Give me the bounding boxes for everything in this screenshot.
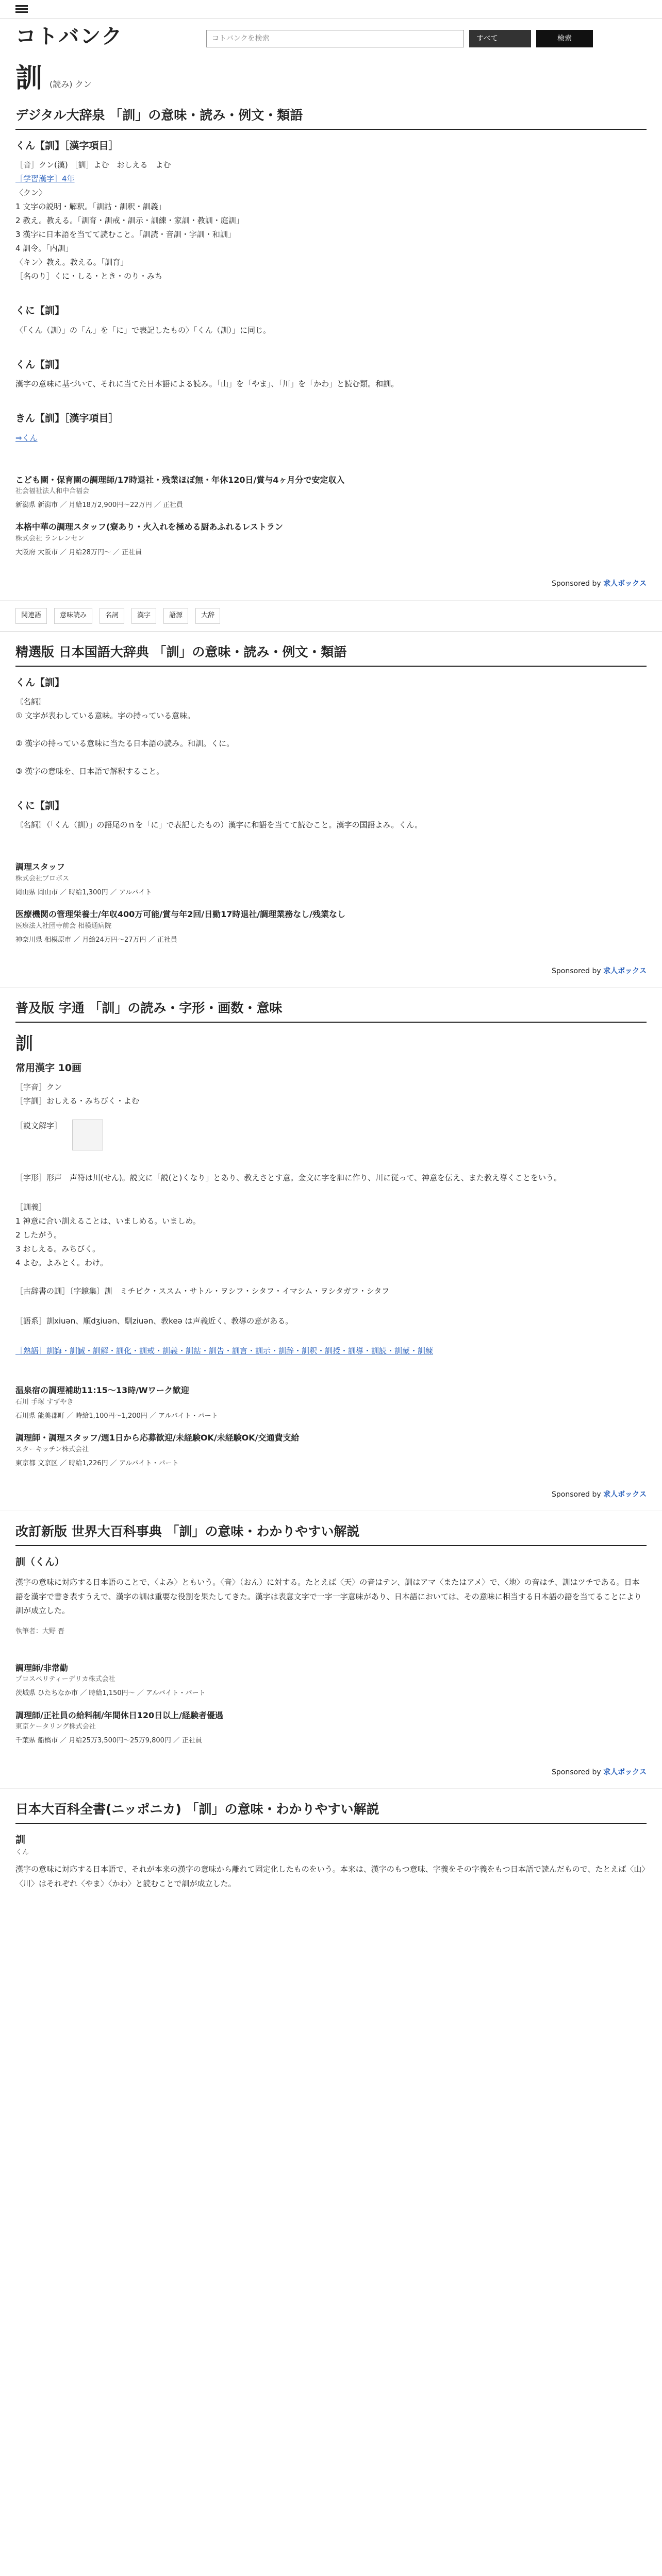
job-company: 株式会社プロボス <box>15 874 70 883</box>
sponsor-line <box>0 1479 662 1511</box>
nipponica-section <box>0 1789 662 1891</box>
kanji-body: ［字形］形声 声符は川(せん)。説文に「説(と)くなり」とあり、教えさとす意。金文に字を𧥣に作り、川に従って、神意を伝え、また教え導くことをいう。 <box>15 1173 562 1183</box>
job-title[interactable]: 調理師・調理スタッフ/週1日から応募歓迎/未経験OK/未経験OK/交通費支給 <box>15 1433 300 1443</box>
job-ad[interactable] <box>15 520 647 557</box>
job-ad[interactable] <box>15 860 647 897</box>
job-ad[interactable] <box>15 1709 647 1746</box>
kanji-item: ［訓義］ <box>15 1202 47 1212</box>
menu-icon[interactable] <box>15 5 28 12</box>
job-company: 東京ケータリング株式会社 <box>15 1723 96 1731</box>
job-title[interactable]: こども園・保育園の調理師/17時退社・残業ほぼ無・年休120日/賞与4ヶ月分で安定収入 <box>15 474 345 485</box>
entry-link[interactable]: ⇒くん <box>15 433 38 443</box>
job-ad[interactable] <box>15 908 647 945</box>
page-title: 訓 <box>15 63 43 94</box>
kanji-line: ［字音］クン <box>15 1082 62 1092</box>
search-scope-select[interactable]: すべて <box>469 30 531 47</box>
entry-line: 〈クン〉 <box>15 188 47 198</box>
job-ad[interactable] <box>15 1384 647 1421</box>
job-ad[interactable] <box>15 473 647 511</box>
related-tag[interactable]: 関連語 <box>15 608 47 624</box>
word-header <box>0 55 662 95</box>
entry-author: 執筆者：大野 晋 <box>15 1628 65 1636</box>
entry-heading: きん【訓】［漢字項目］ <box>15 413 119 425</box>
entry-line: ① 文字が表わしている意味。字の持っている意味。 <box>15 710 195 720</box>
job-company: 石川 手塚 すずやき <box>15 1398 74 1406</box>
seal-script-image <box>72 1120 103 1150</box>
entry-text: 〘名詞〙（「くん（訓）」の語尾のｎを「に」で表記したもの）漢字に和語を当てて読むこと。漢字の国語よみ。くん。 <box>15 820 423 830</box>
search-input[interactable]: コトバンクを検索 <box>206 30 464 47</box>
entry-text: 〈「くん（訓）」の「ん」を「に」で表記したもの〉「くん（訓）」に同じ。 <box>15 325 271 335</box>
sponsor-line <box>0 568 662 600</box>
related-tags <box>0 601 662 632</box>
job-title[interactable]: 調理師/正社員の給料制/年間休日120日以上/経験者優遇 <box>15 1710 223 1720</box>
job-title[interactable]: 医療機関の管理栄養士/年収400万可能/賞与年2回/日勤17時退社/調理業務なし/残業なし <box>15 909 346 920</box>
kanji-title: 訓 <box>15 1033 33 1055</box>
entry-text: 漢字の意味に基づいて、それに当てた日本語による読み。「山」を「やま」、「川」を「かわ」と読む類。和訓。 <box>15 379 399 389</box>
job-details: 神奈川県 相模原市 ／ 月給24万円〜27万円 ／ 正社員 <box>15 936 177 944</box>
job-company: 社会福祉法人和中合福会 <box>15 487 90 496</box>
sponsor-name[interactable]: 求人ボックス <box>603 1490 647 1499</box>
entry-line: 〈キン〉教え。教える。「訓育」 <box>15 258 128 267</box>
entry-text: 漢字の意味に対応する日本語のことで、〈よみ〉ともいう。〈音〉（おん）に対する。たとえば〈天〉の音はテン、訓はアマ〈またはアメ〉で、〈地〉の音はチ、訓はツチである。日本語を漢字で書き表すうえで、漢字の訓は重要な役割を果たしてきた。漢字は表意文字で一字一字意味があり、日本語においては、その意味に相当する日本語の語を当てることにより訓が成立した。 <box>15 1577 642 1616</box>
job-company: 株式会社 ランレンセン <box>15 535 85 543</box>
kanji-kogo: ［古辞書の訓］〔字鏡集〕訓 ミチビク・ススム・サトル・ヲシフ・シタフ・イマシム・ヲシタガフ・シタフ <box>15 1286 390 1296</box>
entry-text: 漢字の意味に対応する日本語で、それが本来の漢字の意味から離れて固定化したものをいう。本来は、漢字のもつ意味、字義をその字義をもつ日本語で読んだもので、たとえば〈山〉〈川〉はそれぞれ〈やま〉〈かわ〉と読むことで訓が成立した。 <box>15 1865 646 1888</box>
sponsor-name[interactable]: 求人ボックス <box>603 580 647 588</box>
entry-line: 4 訓令。「内訓」 <box>15 244 73 253</box>
job-company: 医療法人社団寺前会 相模通病院 <box>15 922 112 930</box>
job-details: 岡山県 岡山市 ／ 時給1,300円 ／ アルバイト <box>15 888 152 896</box>
job-details: 茨城県 ひたちなか市 ／ 時給1,150円〜 ／ アルバイト・パート <box>15 1689 206 1698</box>
heibonsha-section <box>0 1511 662 1745</box>
entry-line[interactable]: ［学習漢字］4年 <box>15 174 75 184</box>
sponsor-line <box>0 955 662 988</box>
nikkoku-section <box>0 632 662 945</box>
job-ad[interactable] <box>15 1431 647 1468</box>
related-tag[interactable]: 漢字 <box>131 608 156 624</box>
sponsor-label: Sponsored by <box>552 1768 601 1776</box>
related-tag[interactable]: 意味読み <box>54 608 92 624</box>
entry-line: ［名のり］くに・しる・とき・のり・みち <box>15 272 163 281</box>
site-logo[interactable]: コトバンク <box>15 25 123 48</box>
job-company: スターキッチン株式会社 <box>15 1445 89 1453</box>
kanji-item: 2 したがう。 <box>15 1230 62 1240</box>
sponsor-label: Sponsored by <box>552 1490 601 1499</box>
job-details: 千葉県 船橋市 ／ 月給25万3,500円〜25万9,800円 ／ 正社員 <box>15 1737 203 1745</box>
section-heading: 日本大百科全書(ニッポニカ) 「訓」の意味・わかりやすい解説 <box>15 1789 647 1824</box>
entry-line: 2 教え。教える。「訓育・訓戒・訓示・訓練・家訓・教訓・庭訓」 <box>15 216 244 226</box>
entry-reading: くん <box>15 1849 29 1857</box>
kanji-grade: 常用漢字 10画 <box>15 1062 82 1074</box>
top-bar <box>0 0 662 19</box>
word-reading: (読み) クン <box>49 79 92 89</box>
kanji-line: ［字訓］おしえる・みちびく・よむ <box>15 1096 140 1106</box>
entry-heading: くん【訓】［漢字項目］ <box>15 140 119 151</box>
job-details: 石川県 能美郡町 ／ 時給1,100円〜1,200円 ／ アルバイト・パート <box>15 1412 218 1420</box>
kanji-jukugo[interactable]: ［熟語］訓誨・訓誡・訓解・訓化・訓戒・訓義・訓詁・訓告・訓言・訓示・訓辞・訓釈・訓授・訓導・訓読・訓蒙・訓練 <box>15 1346 434 1355</box>
job-details: 東京都 文京区 ／ 時給1,226円 ／ アルバイト・パート <box>15 1459 179 1467</box>
sponsor-name[interactable]: 求人ボックス <box>603 1768 647 1776</box>
job-ad[interactable] <box>15 1662 647 1699</box>
sponsor-name[interactable]: 求人ボックス <box>603 967 647 976</box>
job-company: プロスペリティーデリカ株式会社 <box>15 1675 115 1684</box>
entry-heading: くに【訓】 <box>15 305 65 317</box>
entry-line: ② 漢字の持っている意味に当たる日本語の読み。和訓。くに。 <box>15 738 235 748</box>
entry-line: 〘名詞〙 <box>15 697 47 706</box>
entry-heading: くん【訓】 <box>15 676 65 688</box>
entry-heading: 訓（くん） <box>15 1556 65 1568</box>
kanji-gokei: ［語系］訓xiuən、順dʒiuən、馴ziuən、教keə は声義近く、教導の意がある。 <box>15 1316 293 1326</box>
entry-heading: くん【訓】 <box>15 359 65 370</box>
entry-line: 3 漢字に日本語を当てて読むこと。「訓読・音訓・字訓・和訓」 <box>15 230 236 240</box>
section-heading: デジタル大辞泉 「訓」の意味・読み・例文・類語 <box>15 95 647 130</box>
job-details: 新潟県 新潟市 ／ 月給18万2,900円〜22万円 ／ 正社員 <box>15 501 183 509</box>
section-heading: 改訂新版 世界大百科事典 「訓」の意味・わかりやすい解説 <box>15 1511 647 1546</box>
kanji-item: 4 よむ。よみとく。わけ。 <box>15 1258 108 1268</box>
entry-line: 1 文字の説明・解釈。「訓詁・訓釈・訓義」 <box>15 202 166 212</box>
job-title[interactable]: 調理スタッフ <box>15 862 65 872</box>
jitsu-section <box>0 988 662 1468</box>
kanji-line-label: ［説文解字］ <box>15 1121 62 1131</box>
entry-heading: くに【訓】 <box>15 800 65 811</box>
entry-heading: 訓 <box>15 1834 26 1846</box>
section-heading: 普及版 字通 「訓」の読み・字形・画数・意味 <box>15 988 647 1023</box>
kanji-item: 1 神意に合い訓えることは、いましめる。いましめ。 <box>15 1216 201 1226</box>
section-heading: 精選版 日本国語大辞典 「訓」の意味・読み・例文・類語 <box>15 632 647 667</box>
digital-daijisen-section <box>0 95 662 557</box>
related-tag[interactable]: 名詞 <box>100 608 124 624</box>
entry-line: ［音］クン(漢) ［訓］よむ おしえる よむ <box>15 160 171 170</box>
sponsor-line <box>0 1756 662 1789</box>
entry-line: ③ 漢字の意味を、日本語で解釈すること。 <box>15 766 164 776</box>
job-title[interactable]: 温泉宿の調理補助11:15〜13時/Wワーク歓迎 <box>15 1385 189 1396</box>
sponsor-label: Sponsored by <box>552 580 601 588</box>
search-bar <box>0 19 662 55</box>
kanji-line <box>15 1120 647 1150</box>
search-button[interactable]: 検索 <box>536 30 593 47</box>
job-title[interactable]: 調理師/非常勤 <box>15 1663 68 1673</box>
related-tag[interactable]: 語源 <box>163 608 188 624</box>
job-title[interactable]: 本格中華の調理スタッフ(寮あり・火入れを極める厨あふれるレストラン <box>15 522 283 532</box>
sponsor-label: Sponsored by <box>552 967 601 976</box>
kanji-item: 3 おしえる。みちびく。 <box>15 1244 101 1254</box>
related-tag[interactable]: 大辞 <box>195 608 220 624</box>
job-details: 大阪府 大阪市 ／ 月給28万円〜 ／ 正社員 <box>15 548 142 556</box>
